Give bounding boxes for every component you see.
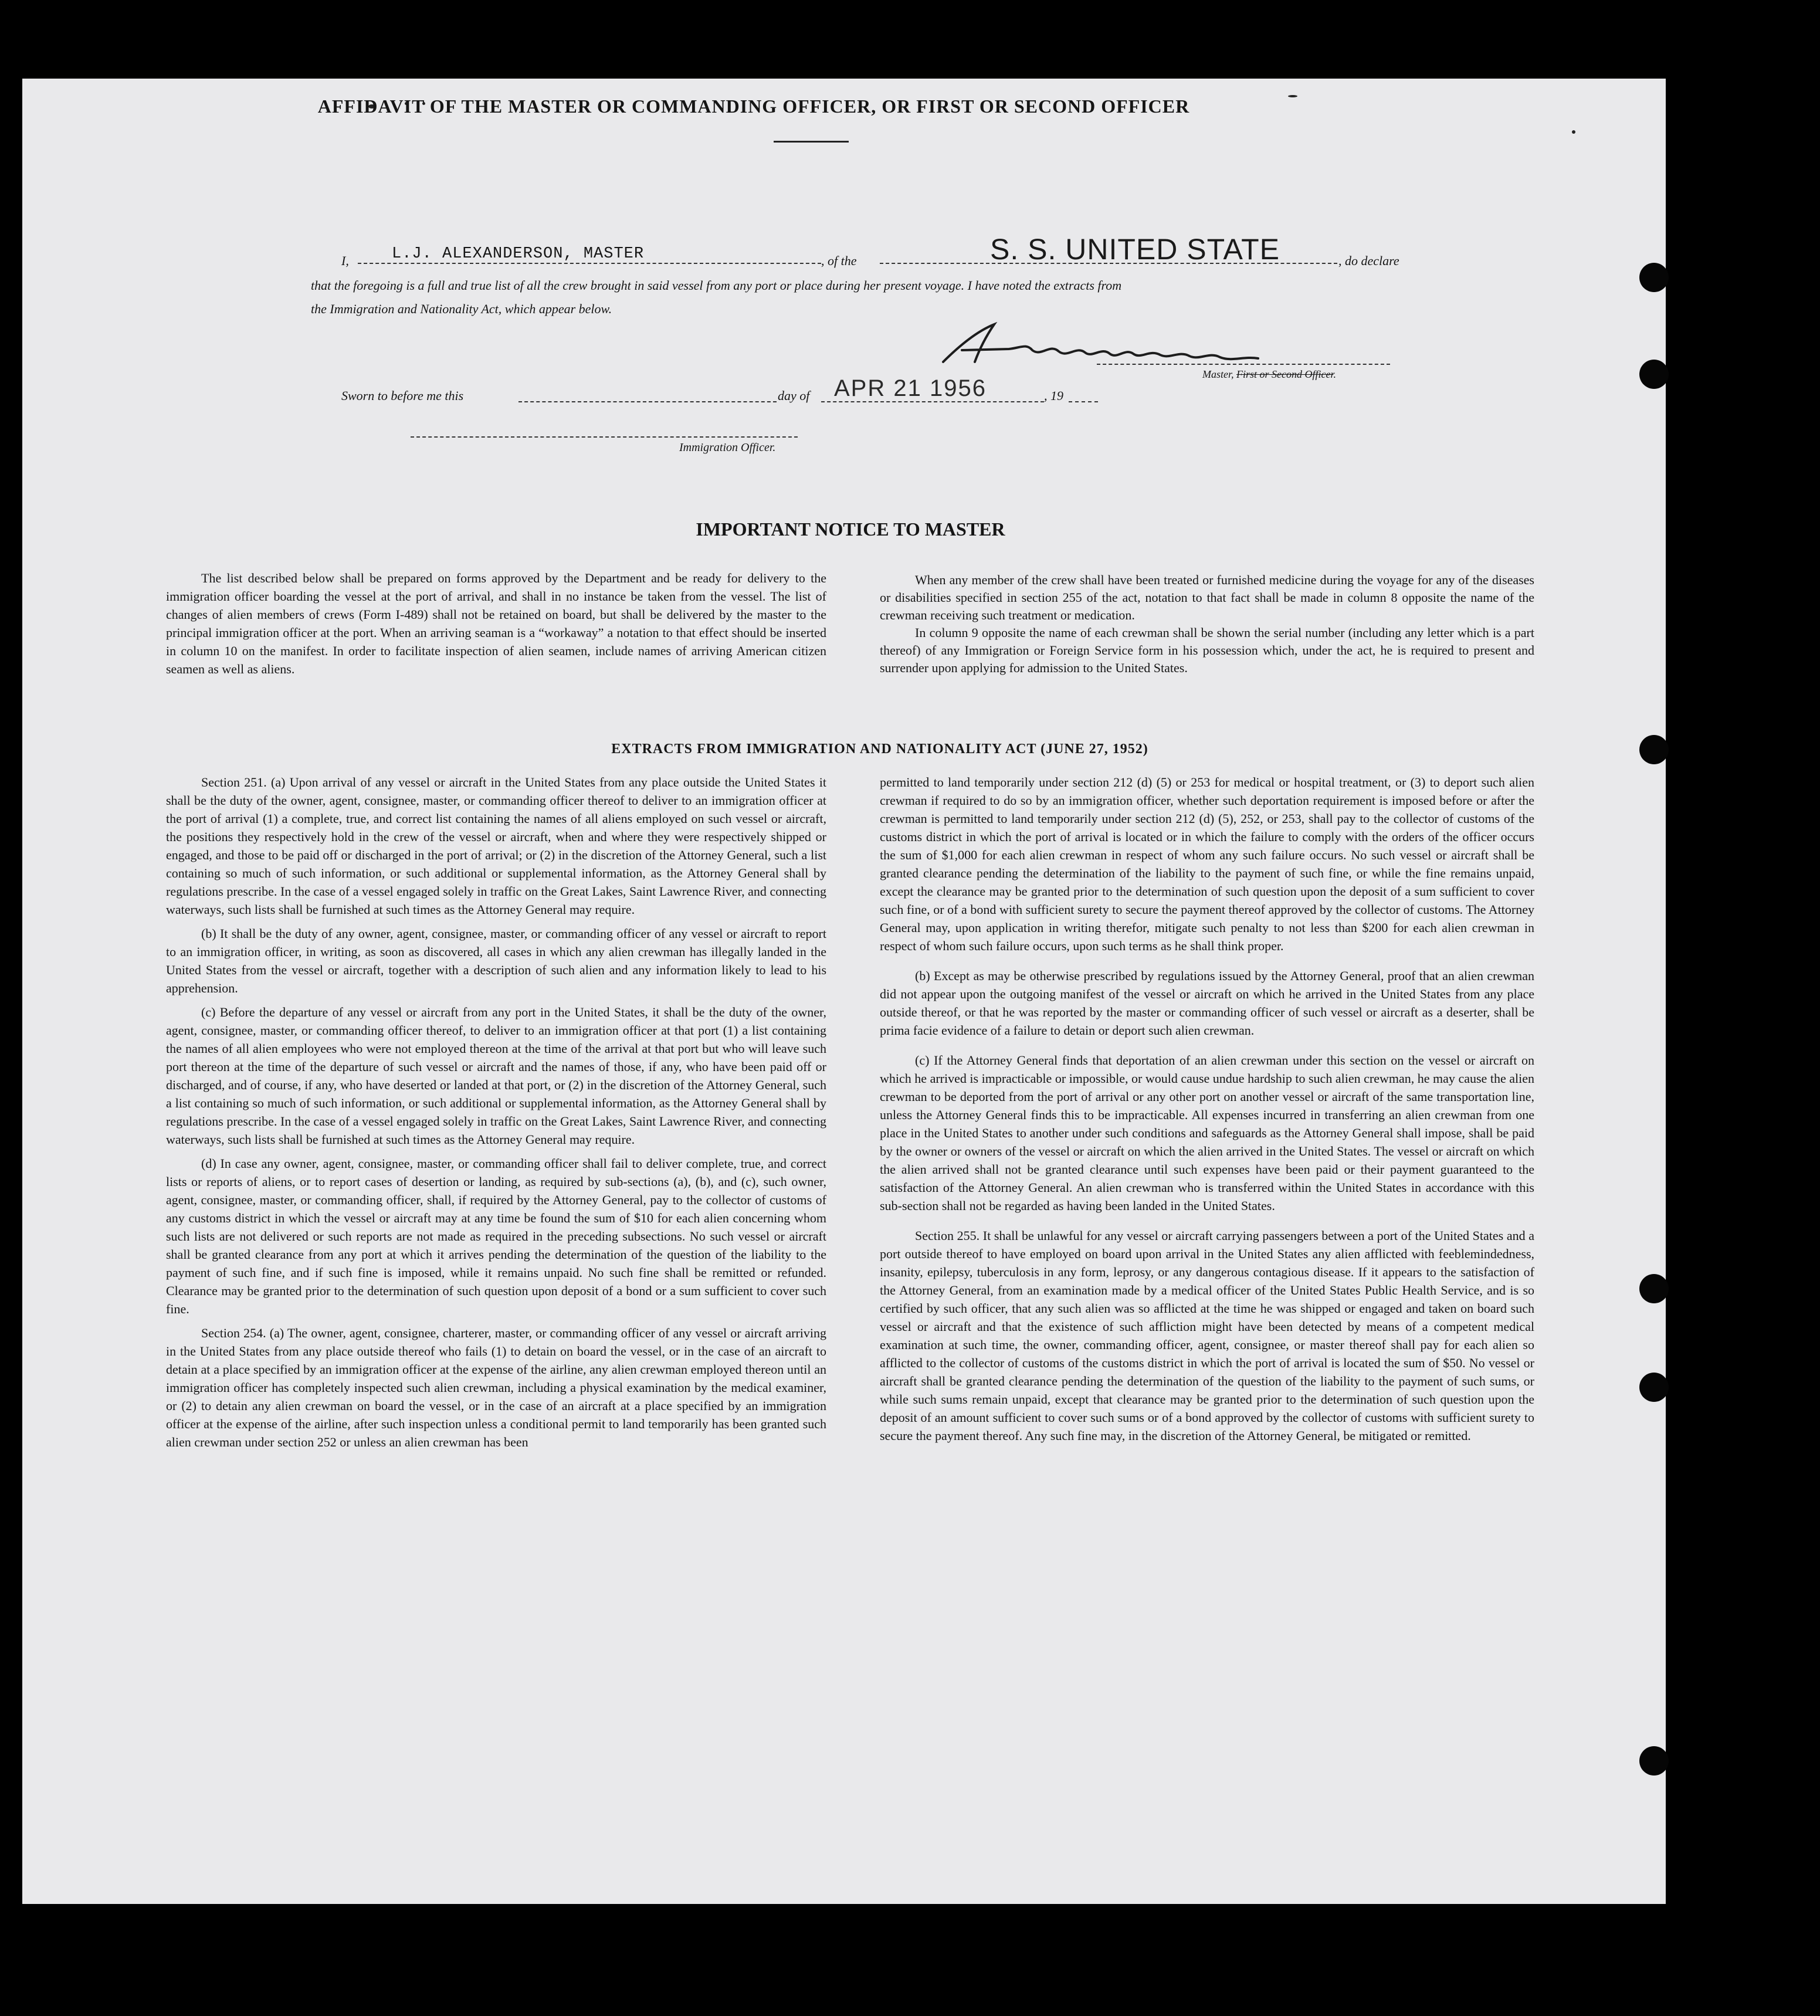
title-rule <box>774 141 849 143</box>
sworn-day-line <box>518 401 777 402</box>
section-251-a: Section 251. (a) Upon arrival of any vessel or aircraft in the United States from any place outside the United States it shall be the duty of the owner, agent, consignee, master, or commanding officer thereof to deliver to an immigration officer at the port of arrival (1) a complete, true, and correct list containing the names of all aliens employed on such vessel or aircraft, the positions they respectively hold in the crew of the vessel or aircraft, when and where they were respectively shipped or engaged, and those to be paid off or discharged in the port of arrival; or (2) in the discretion of the Attorney General, such a list containing so much of such information, or such additional or supplemental information, as the Attorney General shall by regulations prescribe. In the case of a vessel engaged solely in traffic on the Great Lakes, Saint Lawrence River, and connecting waterways, such lists shall be furnished at such times as the Attorney General may require. <box>166 775 826 917</box>
affidavit-title: AFFIDAVIT OF THE MASTER OR COMMANDING OFFICER, OR FIRST OR SECOND OFFICER <box>317 96 1190 117</box>
section-251-d: (d) In case any owner, agent, consignee, master, or commanding officer shall fail to deliver complete, true, and correct lists or reports of aliens, or to report cases of desertion or landing, as required by sub-sections (a), (b), and (c), such owner, agent, consignee, master, or commanding officer, shall, if required by the Attorney General, pay to the collector of customs of any customs district in which the vessel or aircraft may at any time be found the sum of $10 for each alien concerning whom such lists are not delivered or such reports are not made as required in the preceding subsections. No such vessel or aircraft shall be granted clearance from any port at which it arrives pending the determination of the question of the liability to the payment of such fine, and if such fine is imposed, while it remains unpaid. No such fine shall be remitted or refunded. Clearance may be granted prior to the determination of such question upon deposit of a bond or a sum sufficient to cover such fine. <box>166 1156 826 1316</box>
do-declare-label: , do declare <box>1338 253 1399 268</box>
section-254-c: (c) If the Attorney General finds that deportation of an alien crewman under this section on the vessel or aircraft on which he arrived is impracticable or impossible, or would cause undue hardship to such alien crewman, he may cause the alien crewman to be deported from the port of arrival or any other port on another vessel or aircraft of the same transportation line, unless the Attorney General finds this to be impracticable. All expenses incurred in transferring an alien crewman from one place in the United States to another under such conditions and safeguards as the Attorney General shall impose, shall be paid by the owner or owners of the vessel or aircraft on which the alien arrived in the United States. The vessel or aircraft on which the alien arrived shall not be granted clearance until such expenses have been paid or their payment guaranteed to the satisfaction of the Attorney General. An alien crewman who is transferred within the United States in accordance with this sub-section shall not be regarded as having been landed in the United States. <box>880 1053 1534 1213</box>
punch-hole <box>1639 1373 1669 1402</box>
declaration-statement-line1: that the foregoing is a full and true list of all the crew brought in said vessel from any port or place during her present voyage. I have noted the extracts from <box>311 278 1122 293</box>
section-251-c: (c) Before the departure of any vessel or aircraft from any port in the United States, it shall be the duty of the owner, agent, consignee, master, or commanding officer thereof, to deliver to an immigration officer at that port (1) a list containing the names of all alien employees who were not employed thereon at the time of the arrival at that port but who will leave such port thereon at the time of the departure of such vessel or aircraft and the names of those, if any, who have been paid off or discharged, and of course, if any, who have deserted or landed at that port, or (2) in the discretion of the Attorney General, such a list containing so much of such information, or such additional or supplemental information, as the Attorney General shall by regulations prescribe. In the case of a vessel engaged solely in traffic on the Great Lakes, Saint Lawrence River, and connecting waterways, such lists shall be furnished at such times as the Attorney General may require. <box>166 1005 826 1147</box>
notice-left-column <box>166 569 826 678</box>
notice-left-text: The list described below shall be prepared on forms approved by the Department and be ready for delivery to the immigration officer boarding the vessel at the port of arrival, and shall in no instance be taken from the vessel. The list of changes of alien members of crews (Form I-489) shall not be retained on board, but shall be delivered by the master to the principal immigration officer at the port. When an arriving seaman is a “workaway” a notation to that effect should be inserted in column 10 on the manifest. In order to facilitate inspection of alien seamen, include names of arriving American citizen seamen as well as aliens. <box>166 571 826 676</box>
declaration-statement-line2: the Immigration and Nationality Act, which appear below. <box>311 301 612 316</box>
notice-right-column <box>880 571 1534 677</box>
of-the-label: , of the <box>821 253 857 268</box>
day-of-label: day of <box>778 388 810 403</box>
punch-hole <box>1639 263 1669 292</box>
name-field: L.J. ALEXANDERSON, MASTER <box>392 245 645 263</box>
declaration-prefix: I, <box>341 253 349 268</box>
section-254-b: (b) Except as may be otherwise prescribed by regulations issued by the Attorney General, proof that an alien crewman did not appear upon the outgoing manifest of the vessel or aircraft on which he arrived in the United States from any place outside thereof, or that he was reported by the master or commanding officer of such vessel or aircraft as a deserter, shall be prima facie evidence of a failure to detain or deport such alien crewman. <box>880 968 1534 1038</box>
name-field-line <box>358 263 821 264</box>
section-251-b: (b) It shall be the duty of any owner, agent, consignee, master, or commanding officer of any vessel or aircraft to report to an immigration officer, in writing, as soon as discovered, all cases in which any alien crewman has illegally landed in the United States from the vessel or aircraft, together with a description of such alien and any information likely to lead to his apprehension. <box>166 926 826 995</box>
vessel-field: S. S. UNITED STATE <box>990 233 1280 266</box>
speck <box>1288 95 1297 97</box>
extracts-right-column <box>880 773 1534 1451</box>
punch-hole <box>1639 735 1669 764</box>
extracts-heading: EXTRACTS FROM IMMIGRATION AND NATIONALITY ACT (JUNE 27, 1952) <box>611 741 1148 757</box>
year-label: , 19 <box>1044 388 1063 403</box>
section-254-a-cont: permitted to land temporarily under section 212 (d) (5) or 253 for medical or hospital treatment, or (3) to deport such alien crewman if required to do so by an immigration officer, whether such deportation requirement is imposed before or after the crewman is permitted to land temporarily under section 212 (d) (5), 252, or 253, shall pay to the collector of customs of the customs district in which the port of arrival is located or in which the failure to comply with the orders of the officer occurs the sum of $1,000 for each alien crewman in respect of whom any such failure occurs. No such vessel or aircraft shall be granted clearance pending the determination of the liability to the payment of such fine, or while the fine remains unpaid, except the clearance may be granted prior to the determination of such question upon the deposit of a sum sufficient to cover such fine, or of a bond with sufficient surety to secure the payment thereof approved by the collector of customs. The Attorney General may, upon application in writing therefor, mitigate such penalty to not less than $200 for each alien crewman in respect of whom such failure occurs, upon such terms as he shall think proper. <box>880 775 1534 953</box>
punch-hole <box>1639 360 1669 389</box>
notice-right-para-1: When any member of the crew shall have been treated or furnished medicine during the voyage for any of the diseases or disabilities specified in section 255 of the act, notation to that fact shall be made in column 8 opposite the name of the crewman receiving such treatment or medication. <box>880 572 1534 622</box>
officer-signature-line <box>411 436 798 438</box>
signature-label-master: Master, <box>1202 368 1236 380</box>
extracts-left-column <box>166 773 826 1457</box>
signature-label-end: . <box>1333 368 1336 380</box>
notice-heading: IMPORTANT NOTICE TO MASTER <box>696 519 1005 540</box>
notice-right-para-2: In column 9 opposite the name of each crewman shall be shown the serial number (including any letter which is a part thereof) of any Immigration or Foreign Service form in his possession which, under the act, he is required to present and surrender upon applying for admission to the United States. <box>880 625 1534 675</box>
section-255: Section 255. It shall be unlawful for any vessel or aircraft carrying passengers between a port of the United States and a port outside thereof to have employed on board upon arrival in the United States any alien afflicted with feeblemindedness, insanity, epilepsy, tuberculosis in any form, leprosy, or any dangerous contagious disease. If it appears to the satisfaction of the Attorney General, from an examination made by a medical officer of the United States Public Health Service, and is so certified by such officer, that any such alien was so afflicted at the time he was shipped or engaged and taken on board such vessel or aircraft and that the existence of such affliction might have been detected by means of a competent medical examination at such time, the owner, commanding officer, agent, consignee, or master thereof shall pay for each alien so afflicted to the collector of customs of the customs district in which the port of arrival is located the sum of $50. No vessel or aircraft shall be granted clearance pending the determination of the question of the liability to the payment of such sums, or while such sums remain unpaid, except that clearance may be granted prior to the determination of such question upon the deposit of an amount sufficient to cover such sums or of a bond approved by the collector of customs with sufficient surety to secure the payment thereof. Any such fine may, in the discretion of the Attorney General, be mitigated or remitted. <box>880 1228 1534 1443</box>
sworn-label: Sworn to before me this <box>341 388 464 403</box>
officer-label: Immigration Officer. <box>679 441 776 454</box>
punch-hole <box>1639 1746 1669 1776</box>
year-line <box>1069 401 1098 402</box>
signature-label <box>1202 368 1336 381</box>
speck <box>1572 130 1575 134</box>
section-254-a: Section 254. (a) The owner, agent, consignee, charterer, master, or commanding officer of any vessel or aircraft arriving in the United States from any place outside thereof who fails (1) to detain on board the vessel, or in the case of an aircraft to detain at a place specified by an immigration officer at the expense of the airline, any alien crewman employed thereon until an immigration officer has completely inspected such alien crewman, including a physical examination by the medical examiner, or (2) to detain any alien crewman on board the vessel, or in the case of an aircraft at a place specified by an immigration officer at the expense of the airline, after such inspection unless a conditional permit to land temporarily has been granted such alien crewman under section 252 or unless an alien crewman has been <box>166 1326 826 1449</box>
punch-hole <box>1639 1274 1669 1303</box>
signature-line <box>1097 364 1390 365</box>
date-stamp: APR 21 1956 <box>834 375 987 401</box>
signature-label-struck: First or Second Officer <box>1236 368 1334 380</box>
